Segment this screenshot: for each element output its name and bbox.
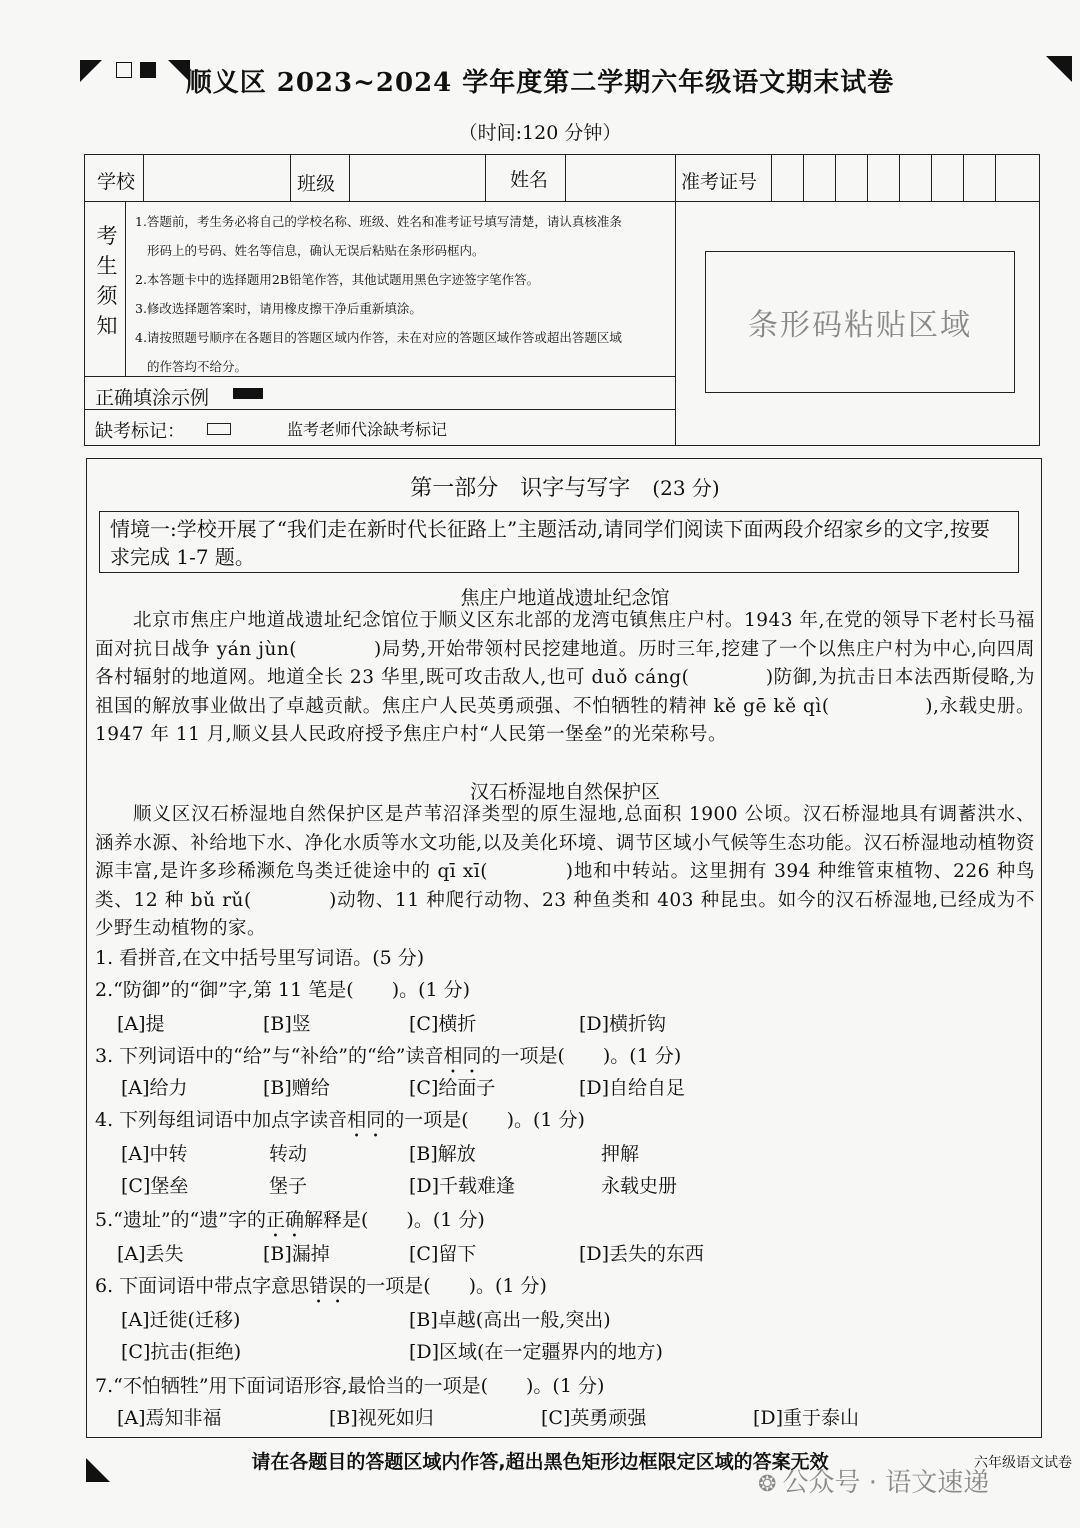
absent-label: 缺考标记： [95, 421, 185, 442]
q5-text: 5.“遗址”的“遗”字的 [95, 1209, 266, 1231]
question-7: 7.“不怕牺牲”用下面词语形容,最恰当的一项是( )。(1 分) [95, 1375, 605, 1397]
passage2-title: 汉石桥湿地自然保护区 [469, 781, 660, 803]
q3-option-b[interactable]: [B]赠给 [263, 1077, 330, 1099]
page-title: 顺义区 2023~2024 学年度第二学期六年级语文期末试卷 [185, 68, 895, 98]
q6-option-b[interactable]: [B]卓越(高出一般,突出) [409, 1309, 611, 1331]
q6-text-end: 的一项是( )。(1 分) [347, 1275, 547, 1297]
q3-text: 3. 下列词语中的“给”与“补给”的“给”读音 [95, 1045, 444, 1067]
exam-id-label: 准考证号 [681, 171, 758, 193]
q3-option-a[interactable]: [A]给力 [121, 1077, 188, 1099]
q6-option-a[interactable]: [A]迁徙(迁移) [121, 1309, 241, 1331]
q6-emphasis: 错误 [309, 1275, 348, 1297]
q4-option-d-pair: 永载史册 [601, 1175, 678, 1197]
candidate-notes [135, 207, 675, 381]
q4-emphasis: 相同 [347, 1109, 386, 1131]
note-line: 4.请按照题号顺序在各题目的答题区域内作答，未在对应的答题区域作答或超出答题区域 [135, 330, 622, 345]
q5-option-a[interactable]: [A]丢失 [117, 1243, 184, 1265]
question-1: 1. 看拼音,在文中括号里写词语。(5 分) [95, 947, 425, 969]
passage2-text: 顺义区汉石桥湿地自然保护区是芦苇沼泽类型的原生湿地,总面积 1900 公顷。汉石桥湿地具有调蓄洪水、涵养水源、补给地下水、净化水质等水文功能,以及美化环境、调节区域小气候等生态功能。汉石桥湿地动植物资源丰富,是许多珍稀濒危鸟类迁徙途中的 qī xī( )地和中转站。这里拥有 394 种维管束植物、226 种鸟类、12 种 bǔ rǔ( )动物、11 种爬行动物、23 种鱼类和 403 种昆虫。如今的汉石桥湿地,已经成为不少野生动植物的家。 [95, 804, 1035, 939]
q4-option-b[interactable]: [B]解放 [409, 1143, 476, 1165]
fill-example-mark [233, 388, 263, 399]
q5-option-b[interactable]: [B]漏掉 [263, 1243, 330, 1265]
q6-option-c[interactable]: [C]抗击(拒绝) [121, 1341, 242, 1363]
q2-option-a[interactable]: [A]提 [117, 1013, 165, 1035]
school-field[interactable] [145, 157, 289, 199]
note-line: 形码上的号码、姓名等信息，确认无误后粘贴在条形码框内。 [147, 243, 485, 258]
q2-option-c[interactable]: [C]横折 [409, 1013, 477, 1035]
footer-notice: 请在各题目的答题区域内作答,超出黑色矩形边框限定区域的答案无效 [251, 1451, 829, 1473]
section-title: 第一部分 识字与写字 [410, 476, 631, 501]
school-label: 学校 [97, 171, 136, 193]
barcode-area[interactable]: 条形码粘贴区域 [705, 251, 1015, 393]
q3-option-c[interactable]: [C]给面子 [409, 1077, 496, 1099]
note-line: 3.修改选择题答案时，请用橡皮擦干净后重新填涂。 [135, 301, 422, 316]
q7-option-b[interactable]: [B]视死如归 [329, 1407, 434, 1429]
q2-option-b[interactable]: [B]竖 [263, 1013, 311, 1035]
name-field[interactable] [567, 157, 673, 199]
exam-id-field[interactable] [773, 157, 1037, 199]
q3-option-d[interactable]: [D]自给自足 [579, 1077, 686, 1099]
q5-option-c[interactable]: [C]留下 [409, 1243, 477, 1265]
q4-option-b-pair: 押解 [601, 1143, 640, 1165]
q3-text-end: 的一项是( )。(1 分) [481, 1045, 682, 1067]
fill-example-label: 正确填涂示例 [95, 387, 210, 409]
q7-option-d[interactable]: [D]重于泰山 [753, 1407, 860, 1429]
q5-text-end: 解释是( )。(1 分) [304, 1209, 485, 1231]
note-line: 2.本答题卡中的选择题用2B铅笔作答，其他试题用黑色字迹签字笔作答。 [135, 272, 540, 287]
q3-emphasis: 相同 [443, 1045, 482, 1067]
q4-option-a[interactable]: [A]中转 [121, 1143, 188, 1165]
notes-title: 考生须知 [96, 224, 118, 338]
absent-mark-box[interactable] [207, 423, 231, 435]
section-score: (23 分) [652, 476, 720, 500]
class-field[interactable] [351, 157, 483, 199]
note-line: 1.答题前，考生务必将自己的学校名称、班级、姓名和准考证号填写清楚，请认真核准条 [135, 214, 622, 229]
q4-text: 4. 下列每组词语中加点字读音 [95, 1109, 348, 1131]
class-label: 班级 [297, 173, 336, 195]
watermark-text: 公众号 · 语文速递 [782, 1468, 990, 1498]
q4-option-a-pair: 转动 [269, 1143, 308, 1165]
q6-text: 6. 下面词语中带点字意思 [95, 1275, 310, 1297]
q4-option-d[interactable]: [D]千载难逢 [409, 1175, 516, 1197]
candidate-info-form [84, 154, 1040, 446]
question-4 [95, 1105, 585, 1142]
passage1-title: 焦庄户地道战遗址纪念馆 [460, 587, 670, 609]
q7-option-a[interactable]: [A]焉知非福 [117, 1407, 222, 1429]
note-line: 的作答均不给分。 [147, 359, 248, 374]
question-5 [95, 1205, 485, 1242]
passage1-text: 北京市焦庄户地道战遗址纪念馆位于顺义区东北部的龙湾屯镇焦庄户村。1943 年,在党的领导下老村长马福面对抗日战争 yán jùn( )局势,开始带领村民挖建地道。历时三年,挖建了一个以焦庄户村为中心,向四周各村辐射的地道网。地道全长 23 华里,既可攻击敌人,也可 duǒ cáng( )防御,为抗击日本法西斯侵略,为祖国的解放事业做出了卓越贡献。焦庄户人民英勇顽强、不怕牺牲的精神 kě gē kě qì( ),永载史册。1947 年 11 月,顺义县人民政府授予焦庄户村“人民第一堡垒”的光荣称号。 [95, 610, 1035, 745]
question-2: 2.“防御”的“御”字,第 11 笔是( )。(1 分) [95, 979, 471, 1001]
context-box: 情境一:学校开展了“我们走在新时代长征路上”主题活动,请同学们阅读下面两段介绍家乡的文字,按要求完成 1-7 题。 [99, 511, 1019, 573]
section-heading [87, 471, 1043, 502]
exam-time: （时间:120 分钟） [458, 122, 622, 144]
q5-option-d[interactable]: [D]丢失的东西 [579, 1243, 705, 1265]
q5-emphasis: 正确 [265, 1209, 304, 1231]
absent-note: 监考老师代涂缺考标记 [287, 420, 448, 439]
q4-option-c-pair: 堡子 [269, 1175, 308, 1197]
wechat-icon: ❂ [758, 1472, 777, 1497]
q6-option-d[interactable]: [D]区域(在一定疆界内的地方) [409, 1341, 663, 1363]
watermark [758, 1462, 989, 1499]
question-6 [95, 1271, 547, 1308]
q4-text-end: 的一项是( )。(1 分) [385, 1109, 585, 1131]
q4-option-c[interactable]: [C]堡垒 [121, 1175, 189, 1197]
answer-area [86, 458, 1042, 1438]
name-label: 姓名 [510, 169, 549, 191]
footer-corner-text: 六年级语文试卷 [974, 1455, 1072, 1471]
q7-option-c[interactable]: [C]英勇顽强 [541, 1407, 647, 1429]
q2-option-d[interactable]: [D]横折钩 [579, 1013, 667, 1035]
